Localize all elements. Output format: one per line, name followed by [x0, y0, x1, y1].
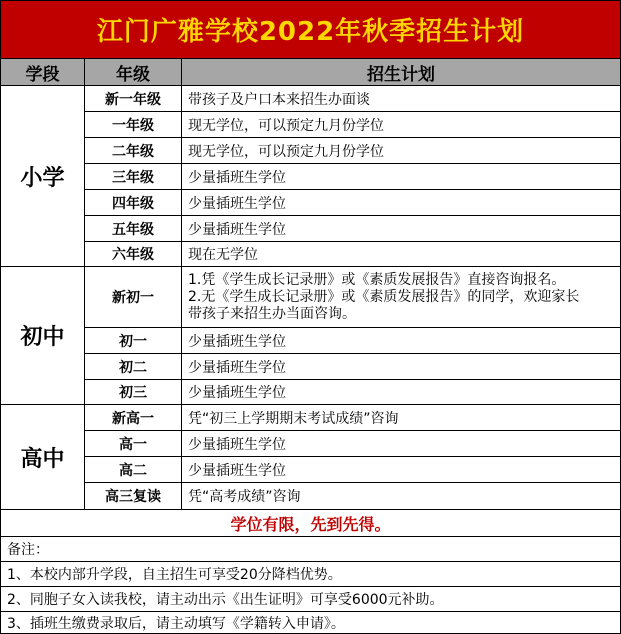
- plan-cell: 少量插班生学位: [182, 164, 620, 190]
- stage-senior: 高中: [1, 405, 85, 510]
- grade-cell: 初一: [85, 328, 182, 354]
- header-plan: 招生计划: [182, 59, 620, 86]
- grade-cell: 高一: [85, 431, 182, 457]
- plan-cell: 少量插班生学位: [182, 190, 620, 216]
- grade-cell: 高二: [85, 457, 182, 483]
- stage-primary: 小学: [1, 86, 85, 267]
- plan-cell: 凭“初三上学期期末考试成绩”咨询: [182, 405, 620, 431]
- header-grade: 年级: [85, 59, 182, 86]
- plan-line: 2.无《学生成长记录册》或《素质发展报告》的同学，欢迎家长: [188, 288, 580, 305]
- plan-cell: 少量插班生学位: [182, 457, 620, 483]
- grade-cell: 一年级: [85, 112, 182, 138]
- plan-cell: [182, 267, 620, 328]
- grade-cell: 初二: [85, 354, 182, 380]
- plan-line: 1.凭《学生成长记录册》或《素质发展报告》直接咨询报名。: [188, 271, 566, 288]
- grade-cell: 新高一: [85, 405, 182, 431]
- grade-cell: 初三: [85, 380, 182, 405]
- plan-cell: 少量插班生学位: [182, 216, 620, 242]
- plan-cell: 凭“高考成绩”咨询: [182, 483, 620, 510]
- grade-cell: 六年级: [85, 242, 182, 267]
- note-item: 1、本校内部升学段，自主招生可享受20分降档优势。: [1, 562, 620, 587]
- grade-cell: 四年级: [85, 190, 182, 216]
- plan-cell: 少量插班生学位: [182, 328, 620, 354]
- grade-cell: 新初一: [85, 267, 182, 328]
- grade-cell: 二年级: [85, 138, 182, 164]
- grade-cell: 三年级: [85, 164, 182, 190]
- plan-cell: 少量插班生学位: [182, 431, 620, 457]
- notes-label: 备注：: [1, 537, 620, 562]
- grade-cell: 新一年级: [85, 86, 182, 112]
- plan-cell: 少量插班生学位: [182, 380, 620, 405]
- header-stage: 学段: [1, 59, 85, 86]
- sheet-title: 江门广雅学校2022年秋季招生计划: [1, 1, 620, 59]
- plan-cell: 现无学位，可以预定九月份学位: [182, 112, 620, 138]
- grade-cell: 五年级: [85, 216, 182, 242]
- plan-cell: 现无学位，可以预定九月份学位: [182, 138, 620, 164]
- plan-cell: 少量插班生学位: [182, 354, 620, 380]
- plan-cell: 带孩子及户口本来招生办面谈: [182, 86, 620, 112]
- plan-cell: 现在无学位: [182, 242, 620, 267]
- plan-line: 带孩子来招生办当面咨询。: [188, 305, 356, 322]
- note-item: 2、同胞子女入读我校，请主动出示《出生证明》可享受6000元补助。: [1, 587, 620, 612]
- limited-seats-banner: 学位有限，先到先得。: [1, 510, 620, 537]
- note-item: 3、插班生缴费录取后，请主动填写《学籍转入申请》。: [1, 612, 620, 633]
- grade-cell: 高三复读: [85, 483, 182, 510]
- stage-junior: 初中: [1, 267, 85, 405]
